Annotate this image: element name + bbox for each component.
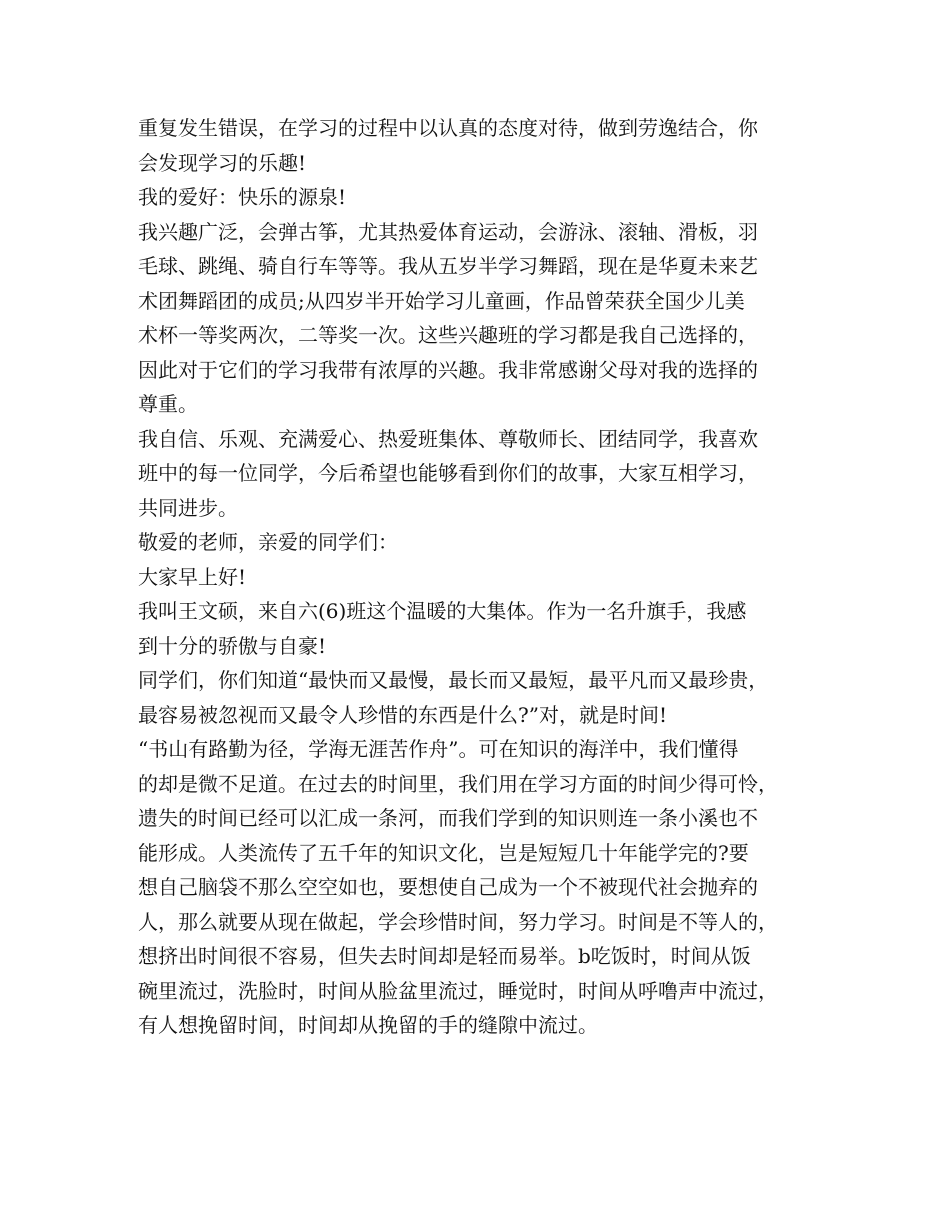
text-line: 我兴趣广泛，会弹古筝，尤其热爱体育运动，会游泳、滚轴、滑板，羽 <box>138 219 758 244</box>
text-line: 人，那么就要从现在做起，学会珍惜时间，努力学习。时间是不等人的， <box>138 909 778 934</box>
text-line: 能形成。人类流传了五千年的知识文化，岂是短短几十年能学完的?要 <box>138 840 749 865</box>
text-line: 我叫王文硕，来自六(6)班这个温暖的大集体。作为一名升旗手，我感 <box>138 599 747 623</box>
text-line: 敬爱的老师，亲爱的同学们： <box>138 530 398 554</box>
text-line: 会发现学习的乐趣! <box>138 150 307 175</box>
text-line: 遗失的时间已经可以汇成一条河，而我们学到的知识则连一条小溪也不 <box>138 806 758 830</box>
text-line: 到十分的骄傲与自豪! <box>138 633 327 658</box>
text-line: 共同进步。 <box>138 495 238 520</box>
text-line: 最容易被忽视而又最令人珍惜的东西是什么?”对，就是时间! <box>138 702 667 727</box>
text-line: 碗里流过，洗脸时，时间从脸盆里流过，睡觉时，时间从呼噜声中流过， <box>138 978 778 1003</box>
text-line: 术团舞蹈团的成员;从四岁半开始学习儿童画，作品曾荣获全国少儿美 <box>138 288 745 313</box>
text-line: 因此对于它们的学习我带有浓厚的兴趣。我非常感谢父母对我的选择的 <box>138 357 758 382</box>
text-line: 毛球、跳绳、骑自行车等等。我从五岁半学习舞蹈，现在是华夏未来艺 <box>138 254 758 278</box>
text-line: 重复发生错误，在学习的过程中以认真的态度对待，做到劳逸结合，你 <box>138 116 758 140</box>
text-line: 想挤出时间很不容易，但失去时间却是轻而易举。b吃饭时，时间从饭 <box>138 944 751 968</box>
text-line: 想自己脑袋不那么空空如也，要想使自己成为一个不被现代社会抛弃的 <box>138 875 758 899</box>
text-line: 尊重。 <box>138 392 198 416</box>
text-line: 的却是微不足道。在过去的时间里，我们用在学习方面的时间少得可怜， <box>138 771 778 796</box>
text-line: 术杯一等奖两次，二等奖一次。这些兴趣班的学习都是我自己选择的， <box>138 323 758 347</box>
text-line: 大家早上好! <box>138 564 247 589</box>
text-line: 同学们，你们知道“最快而又最慢，最长而又最短，最平凡而又最珍贵， <box>138 668 769 692</box>
text-line: 班中的每一位同学，今后希望也能够看到你们的故事，大家互相学习， <box>138 461 758 485</box>
text-line: 我自信、乐观、充满爱心、热爱班集体、尊敬师长、团结同学，我喜欢 <box>138 426 758 451</box>
text-line: 我的爱好：快乐的源泉! <box>138 185 347 209</box>
text-line: 有人想挽留时间，时间却从挽留的手的缝隙中流过。 <box>138 1013 598 1037</box>
text-line: “书山有路勤为径，学海无涯苦作舟”。可在知识的海洋中，我们懂得 <box>138 737 739 761</box>
document-body <box>138 111 828 1043</box>
